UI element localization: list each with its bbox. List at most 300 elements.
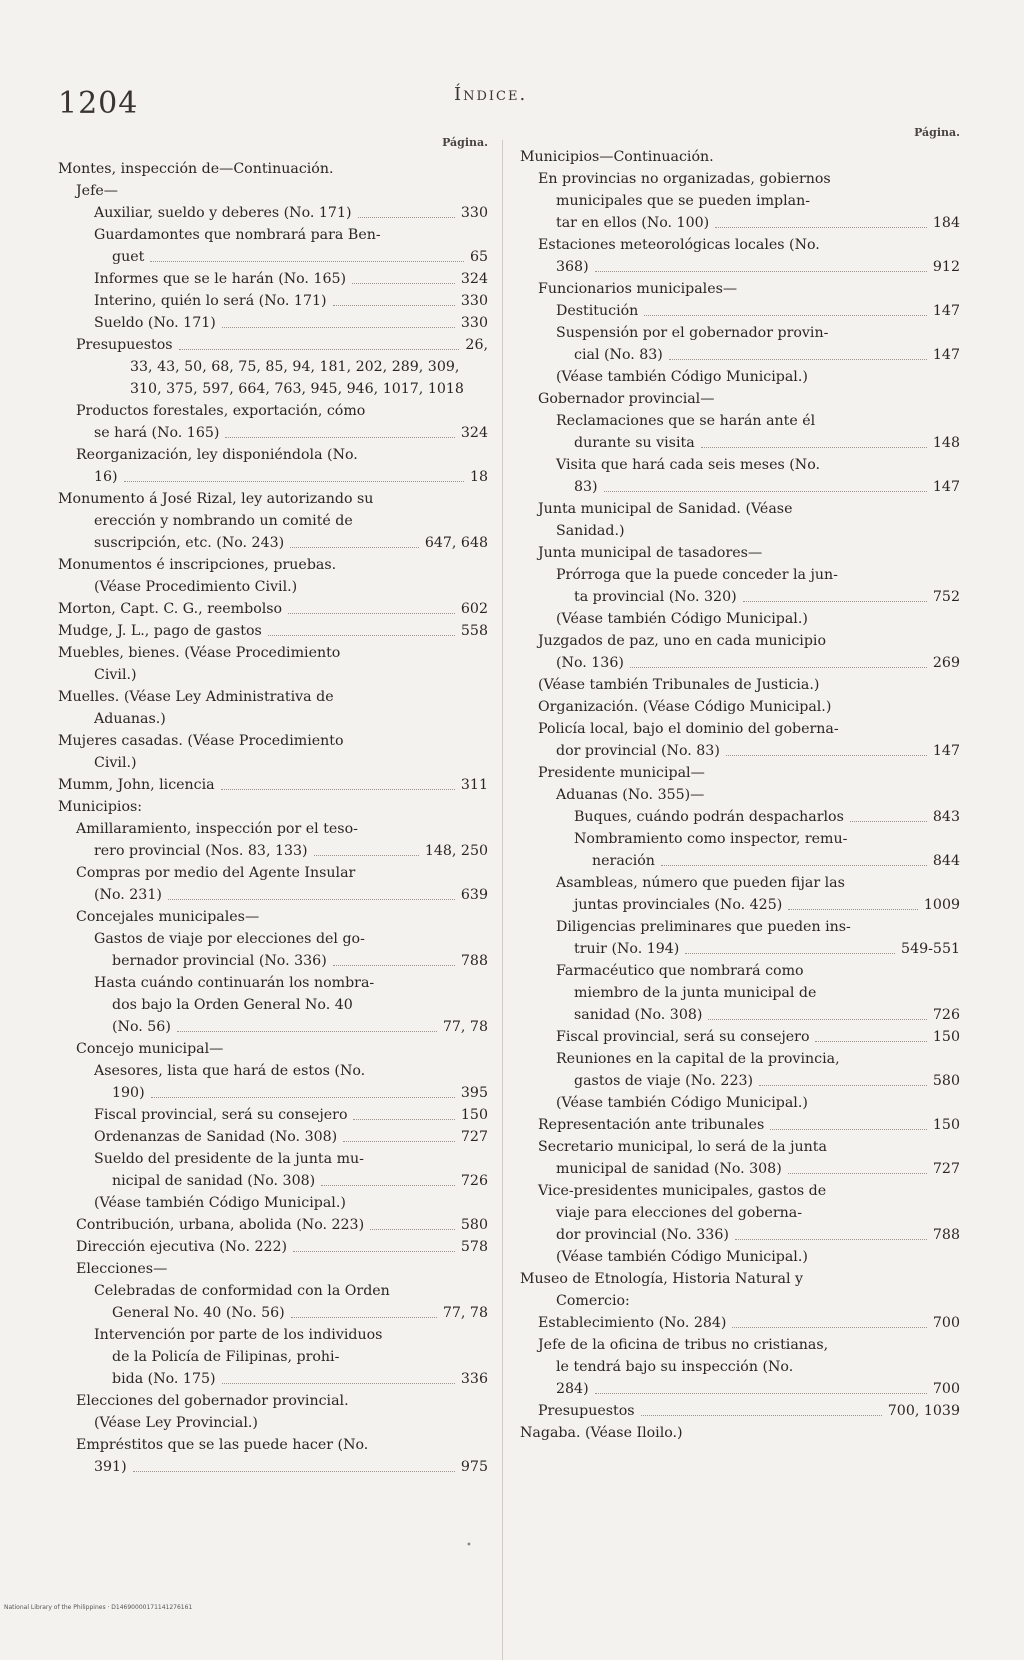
- dot-leader: [353, 1119, 454, 1120]
- dot-leader: [168, 899, 455, 900]
- index-entry-text: Prórroga que la puede conceder la jun-: [556, 567, 838, 583]
- dot-leader: [333, 305, 455, 306]
- index-entry-page: 788: [460, 953, 488, 969]
- index-entry-text: Aduanas (No. 355)—: [556, 787, 705, 803]
- dot-leader: [669, 359, 927, 360]
- index-entry-text: 190): [112, 1085, 145, 1101]
- index-entry-text: dor provincial (No. 83): [556, 743, 720, 759]
- index-entry-text: Funcionarios municipales—: [538, 281, 738, 297]
- index-entry: [520, 1312, 960, 1334]
- index-entry: [520, 938, 960, 960]
- index-entry-text: Fiscal provincial, será su consejero: [556, 1029, 810, 1045]
- dot-leader: [595, 271, 927, 272]
- index-entry: [58, 752, 488, 774]
- dot-leader: [630, 667, 927, 668]
- index-entry-page: 150: [932, 1117, 960, 1133]
- index-entry: [520, 1202, 960, 1224]
- index-entry: [520, 256, 960, 278]
- index-entry-page: 727: [460, 1129, 488, 1145]
- index-entry-text: erección y nombrando un comité de: [94, 513, 353, 529]
- index-entry-page: 147: [932, 479, 960, 495]
- index-entry: [58, 840, 488, 862]
- dot-leader: [222, 327, 455, 328]
- index-entry: [58, 466, 488, 488]
- index-entry-text: 33, 43, 50, 68, 75, 85, 94, 181, 202, 289, 309,: [130, 359, 460, 375]
- index-entry: [58, 884, 488, 906]
- index-entry: [58, 422, 488, 444]
- index-entry: [520, 300, 960, 322]
- index-entry: [520, 388, 960, 410]
- index-entry-page: 700: [932, 1381, 960, 1397]
- library-footer: National Library of the Philippines · D14690000171141276161: [4, 1604, 193, 1611]
- dot-leader: [743, 601, 927, 602]
- index-entry-page: 324: [460, 425, 488, 441]
- index-entry-page: 18: [469, 469, 488, 485]
- index-entry: [520, 432, 960, 454]
- index-entry: [520, 916, 960, 938]
- index-entry-page: 148, 250: [424, 843, 488, 859]
- index-entry: [58, 1192, 488, 1214]
- index-entry-text: Juzgados de paz, uno en cada municipio: [538, 633, 827, 649]
- index-entry: [520, 982, 960, 1004]
- index-entry-text: Civil.): [94, 667, 137, 683]
- index-entry-text: Sanidad.): [556, 523, 625, 539]
- index-entry: [58, 1324, 488, 1346]
- index-entry-page: 147: [932, 743, 960, 759]
- index-entry-page: 558: [460, 623, 488, 639]
- index-entry-text: dor provincial (No. 336): [556, 1227, 729, 1243]
- dot-leader: [124, 481, 464, 482]
- index-entry-text: (Véase también Código Municipal.): [556, 369, 808, 385]
- index-entry-text: Organización. (Véase Código Municipal.): [538, 699, 832, 715]
- index-entry-text: 310, 375, 597, 664, 763, 945, 946, 1017, 1018: [130, 381, 464, 397]
- page-column-header: Página.: [442, 136, 488, 149]
- index-entry-text: tar en ellos (No. 100): [556, 215, 710, 231]
- index-entry-text: municipales que se pueden implan-: [556, 193, 811, 209]
- index-entry: [58, 730, 488, 752]
- index-entry-text: Monumento á José Rizal, ley autorizando su: [58, 491, 374, 507]
- index-entry: [520, 1004, 960, 1026]
- index-entry: [520, 410, 960, 432]
- index-entry: [520, 1048, 960, 1070]
- index-entry: [58, 1082, 488, 1104]
- index-entry-text: Municipios—Continuación.: [520, 149, 714, 165]
- index-entry-text: Elecciones—: [76, 1261, 168, 1277]
- index-entry-text: (No. 56): [112, 1019, 171, 1035]
- index-entry-text: Buques, cuándo podrán despacharlos: [574, 809, 844, 825]
- index-entry-text: Policía local, bajo el dominio del goberna-: [538, 721, 839, 737]
- index-entry: [58, 1060, 488, 1082]
- index-entry-page: 147: [932, 303, 960, 319]
- index-entry-page: 26,: [465, 337, 488, 353]
- index-entry-text: Museo de Etnología, Historia Natural y: [520, 1271, 804, 1287]
- index-entry-text: Presidente municipal—: [538, 765, 705, 781]
- index-entry: [58, 1368, 488, 1390]
- index-entry-page: 578: [460, 1239, 488, 1255]
- index-entry: [58, 862, 488, 884]
- index-entry: [58, 246, 488, 268]
- running-head: Índice.: [454, 84, 528, 105]
- dot-leader: [225, 437, 454, 438]
- dot-leader: [788, 1173, 927, 1174]
- index-entry: [58, 312, 488, 334]
- index-entry-page: 912: [932, 259, 960, 275]
- index-entry: [520, 608, 960, 630]
- index-entry: [520, 806, 960, 828]
- index-entry-text: Mumm, John, licencia: [58, 777, 215, 793]
- index-entry-page: 843: [932, 809, 960, 825]
- index-entry: [58, 334, 488, 356]
- index-entry-text: General No. 40 (No. 56): [112, 1305, 285, 1321]
- dot-leader: [715, 227, 927, 228]
- index-entry-text: Presupuestos: [538, 1403, 635, 1419]
- index-entry-page: 395: [460, 1085, 488, 1101]
- index-entry: [520, 652, 960, 674]
- index-entry-page: 727: [932, 1161, 960, 1177]
- index-entry: [520, 520, 960, 542]
- index-entry-text: Asesores, lista que hará de estos (No.: [94, 1063, 366, 1079]
- index-entry-text: guet: [112, 249, 145, 265]
- index-entry: [58, 950, 488, 972]
- dot-leader: [133, 1471, 455, 1472]
- index-entry: [520, 1378, 960, 1400]
- index-entry-text: Sueldo (No. 171): [94, 315, 216, 331]
- index-entry: [58, 1214, 488, 1236]
- index-entry: [58, 664, 488, 686]
- index-entry: [58, 686, 488, 708]
- dot-leader: [701, 447, 927, 448]
- index-entry-text: gastos de viaje (No. 223): [574, 1073, 754, 1089]
- index-entry: [58, 488, 488, 510]
- dot-leader: [726, 755, 927, 756]
- index-entry-page: 726: [932, 1007, 960, 1023]
- index-entry: [58, 1038, 488, 1060]
- index-entry-text: Junta municipal de tasadores—: [538, 545, 763, 561]
- index-entry-page: 788: [932, 1227, 960, 1243]
- dot-leader: [333, 965, 455, 966]
- index-entry: [520, 498, 960, 520]
- dot-leader: [221, 789, 455, 790]
- index-entry-text: Estaciones meteorológicas locales (No.: [538, 237, 820, 253]
- index-entry: [520, 1224, 960, 1246]
- index-entry: [520, 168, 960, 190]
- index-entry-page: 844: [932, 853, 960, 869]
- index-entry-text: Diligencias preliminares que pueden ins-: [556, 919, 851, 935]
- index-entry: [58, 1258, 488, 1280]
- index-entry-text: 391): [94, 1459, 127, 1475]
- index-entry-text: (Véase Procedimiento Civil.): [94, 579, 298, 595]
- index-entry: [58, 796, 488, 818]
- index-entry: [58, 510, 488, 532]
- index-entry-text: se hará (No. 165): [94, 425, 220, 441]
- index-entry: [58, 1390, 488, 1412]
- index-entry: [58, 1148, 488, 1170]
- index-entry-text: Suspensión por el gobernador provin-: [556, 325, 829, 341]
- dot-leader: [788, 909, 918, 910]
- index-entry-text: Representación ante tribunales: [538, 1117, 765, 1133]
- index-entry: [58, 378, 488, 400]
- index-entry-text: cial (No. 83): [574, 347, 663, 363]
- index-entry: [520, 1114, 960, 1136]
- dot-leader: [293, 1251, 455, 1252]
- index-entry-text: Concejo municipal—: [76, 1041, 224, 1057]
- index-entry-text: (Véase también Código Municipal.): [556, 1249, 808, 1265]
- index-entry-text: Vice-presidentes municipales, gastos de: [538, 1183, 827, 1199]
- dot-leader: [358, 217, 455, 218]
- index-entry: [520, 696, 960, 718]
- page-column-header: Página.: [914, 126, 960, 139]
- index-entry-text: neración: [592, 853, 655, 869]
- index-entry: [58, 708, 488, 730]
- index-entry: [58, 1236, 488, 1258]
- index-entry-text: Ordenanzas de Sanidad (No. 308): [94, 1129, 338, 1145]
- index-entry-text: Gobernador provincial—: [538, 391, 715, 407]
- index-entry-text: 16): [94, 469, 118, 485]
- index-entry-text: truir (No. 194): [574, 941, 680, 957]
- index-entry-text: (Véase también Código Municipal.): [556, 611, 808, 627]
- dot-leader: [314, 855, 419, 856]
- dot-leader: [370, 1229, 455, 1230]
- dot-leader: [288, 613, 455, 614]
- index-entry-text: Interino, quién lo será (No. 171): [94, 293, 327, 309]
- index-entry-text: (Véase Ley Provincial.): [94, 1415, 258, 1431]
- index-entry-text: 284): [556, 1381, 589, 1397]
- index-entry-page: 269: [932, 655, 960, 671]
- dot-leader: [815, 1041, 926, 1042]
- index-entry: [520, 850, 960, 872]
- index-entry: [58, 1280, 488, 1302]
- index-entry-page: 700: [932, 1315, 960, 1331]
- index-entry: [520, 1158, 960, 1180]
- index-entry: [58, 268, 488, 290]
- index-entry-text: Mujeres casadas. (Véase Procedimiento: [58, 733, 344, 749]
- index-entries-right: [520, 146, 960, 1444]
- dot-leader: [352, 283, 455, 284]
- dot-leader: [343, 1141, 455, 1142]
- index-entry: [520, 740, 960, 762]
- index-entry-text: Jefe—: [76, 183, 118, 199]
- index-entry: [520, 564, 960, 586]
- index-entry-page: 184: [932, 215, 960, 231]
- index-entry-text: Nombramiento como inspector, remu-: [574, 831, 848, 847]
- index-entries-left: [58, 158, 488, 1478]
- index-entry: [58, 1434, 488, 1456]
- index-entry: [58, 554, 488, 576]
- dot-leader: [759, 1085, 927, 1086]
- index-entry-page: 147: [932, 347, 960, 363]
- index-entry: [58, 774, 488, 796]
- index-entry-text: Concejales municipales—: [76, 909, 260, 925]
- index-entry-text: nicipal de sanidad (No. 308): [112, 1173, 316, 1189]
- index-entry: [520, 1268, 960, 1290]
- index-entry: [58, 906, 488, 928]
- index-entry: [58, 972, 488, 994]
- index-entry-text: Dirección ejecutiva (No. 222): [76, 1239, 288, 1255]
- index-entry-text: Sueldo del presidente de la junta mu-: [94, 1151, 364, 1167]
- dot-leader: [151, 1097, 455, 1098]
- index-entry: [58, 1016, 488, 1038]
- dot-leader: [661, 865, 927, 866]
- index-entry-text: Empréstitos que se las puede hacer (No.: [76, 1437, 369, 1453]
- index-entry-text: Secretario municipal, lo será de la junta: [538, 1139, 827, 1155]
- index-entry-text: Contribución, urbana, abolida (No. 223): [76, 1217, 365, 1233]
- dot-leader: [150, 261, 464, 262]
- index-entry: [520, 894, 960, 916]
- index-entry-text: Amillaramiento, inspección por el teso-: [76, 821, 358, 837]
- index-entry: [520, 1092, 960, 1114]
- index-entry-text: Establecimiento (No. 284): [538, 1315, 727, 1331]
- index-entry-text: Productos forestales, exportación, cómo: [76, 403, 366, 419]
- index-entry-text: Reorganización, ley disponiéndola (No.: [76, 447, 358, 463]
- index-entry-text: Reclamaciones que se harán ante él: [556, 413, 816, 429]
- index-entry-text: Hasta cuándo continuarán los nombra-: [94, 975, 375, 991]
- index-entry-page: 580: [460, 1217, 488, 1233]
- index-entry: [520, 1180, 960, 1202]
- index-entry-text: ta provincial (No. 320): [574, 589, 737, 605]
- index-entry: [520, 872, 960, 894]
- index-entry-text: Muelles. (Véase Ley Administrativa de: [58, 689, 334, 705]
- index-entry-text: Informes que se le harán (No. 165): [94, 271, 347, 287]
- index-entry: [520, 1422, 960, 1444]
- index-entry: [520, 344, 960, 366]
- index-entry-text: Muebles, bienes. (Véase Procedimiento: [58, 645, 341, 661]
- index-entry-text: Junta municipal de Sanidad. (Véase: [538, 501, 793, 517]
- index-entry-page: 150: [460, 1107, 488, 1123]
- index-entry-page: 150: [932, 1029, 960, 1045]
- index-entry: [520, 476, 960, 498]
- dot-leader: [290, 547, 419, 548]
- index-entry: [520, 1136, 960, 1158]
- index-entry-text: Farmacéutico que nombrará como: [556, 963, 804, 979]
- dot-leader: [685, 953, 895, 954]
- index-entry: [58, 642, 488, 664]
- index-entry: [520, 1400, 960, 1422]
- index-entry-text: le tendrá bajo su inspección (No.: [556, 1359, 794, 1375]
- index-entry: [58, 532, 488, 554]
- index-entry-text: Fiscal provincial, será su consejero: [94, 1107, 348, 1123]
- index-entry-text: suscripción, etc. (No. 243): [94, 535, 285, 551]
- index-entry-page: 330: [460, 315, 488, 331]
- index-entry-page: 700, 1039: [887, 1403, 960, 1419]
- index-entry: [520, 1246, 960, 1268]
- index-entry: [520, 190, 960, 212]
- index-entry-page: 330: [460, 205, 488, 221]
- index-entry: [520, 1356, 960, 1378]
- index-entry: [58, 620, 488, 642]
- dot-leader: [291, 1317, 437, 1318]
- index-entry: [520, 1290, 960, 1312]
- index-entry-page: 639: [460, 887, 488, 903]
- index-entry: [520, 762, 960, 784]
- index-entry-page: 77, 78: [442, 1305, 488, 1321]
- index-entry-text: durante su visita: [574, 435, 695, 451]
- index-entry-text: miembro de la junta municipal de: [574, 985, 817, 1001]
- index-entry: [58, 400, 488, 422]
- dot-leader: [268, 635, 455, 636]
- index-entry: [58, 224, 488, 246]
- dot-leader: [179, 349, 460, 350]
- dot-leader: [735, 1239, 927, 1240]
- index-entry: [520, 234, 960, 256]
- dot-leader: [595, 1393, 927, 1394]
- index-entry-text: Auxiliar, sueldo y deberes (No. 171): [94, 205, 352, 221]
- index-entry: [58, 1170, 488, 1192]
- index-entry-page: 330: [460, 293, 488, 309]
- index-entry-text: Gastos de viaje por elecciones del go-: [94, 931, 365, 947]
- index-entry-text: municipal de sanidad (No. 308): [556, 1161, 782, 1177]
- dot-leader: [641, 1415, 882, 1416]
- index-entry-text: Municipios:: [58, 799, 143, 815]
- index-entry-text: Elecciones del gobernador provincial.: [76, 1393, 349, 1409]
- index-entry-page: 752: [932, 589, 960, 605]
- index-entry: [58, 290, 488, 312]
- dot-leader: [732, 1327, 926, 1328]
- index-entry: [520, 146, 960, 168]
- index-entry: [520, 674, 960, 696]
- index-entry: [520, 454, 960, 476]
- index-entry: [58, 928, 488, 950]
- index-entry: [520, 542, 960, 564]
- index-entry-text: bernador provincial (No. 336): [112, 953, 327, 969]
- index-entry-text: de la Policía de Filipinas, prohi-: [112, 1349, 340, 1365]
- index-entry: [520, 630, 960, 652]
- index-entry-text: Asambleas, número que pueden fijar las: [556, 875, 845, 891]
- index-entry: [58, 1302, 488, 1324]
- index-entry-text: En provincias no organizadas, gobiernos: [538, 171, 831, 187]
- dot-leader: [850, 821, 927, 822]
- index-entry: [520, 828, 960, 850]
- index-entry-text: (Véase también Tribunales de Justicia.): [538, 677, 820, 693]
- index-entry-page: 336: [460, 1371, 488, 1387]
- index-entry: [58, 1104, 488, 1126]
- index-entry-text: Morton, Capt. C. G., reembolso: [58, 601, 283, 617]
- index-entry-text: viaje para elecciones del goberna-: [556, 1205, 803, 1221]
- index-entry: [58, 158, 488, 180]
- index-entry: [58, 202, 488, 224]
- dot-leader: [644, 315, 927, 316]
- index-entry: [58, 598, 488, 620]
- index-entry: [58, 576, 488, 598]
- index-entry: [520, 212, 960, 234]
- index-entry: [520, 322, 960, 344]
- index-entry: [520, 278, 960, 300]
- index-entry-text: sanidad (No. 308): [574, 1007, 703, 1023]
- index-entry-page: 549-551: [901, 941, 960, 957]
- index-entry-page: 975: [460, 1459, 488, 1475]
- index-entry-text: (No. 136): [556, 655, 624, 671]
- index-entry-page: 311: [460, 777, 488, 793]
- index-entry-page: 580: [932, 1073, 960, 1089]
- index-entry-page: 602: [460, 601, 488, 617]
- index-entry: [58, 994, 488, 1016]
- index-entry-text: Montes, inspección de—Continuación.: [58, 161, 334, 177]
- index-entry-text: bida (No. 175): [112, 1371, 216, 1387]
- index-entry-text: 83): [574, 479, 598, 495]
- index-entry: [520, 586, 960, 608]
- dot-leader: [604, 491, 927, 492]
- index-entry-text: Presupuestos: [76, 337, 173, 353]
- index-entry-text: Destitución: [556, 303, 639, 319]
- index-entry-text: Monumentos é inscripciones, pruebas.: [58, 557, 337, 573]
- page-mark: •: [466, 1540, 472, 1551]
- index-entry: [58, 1346, 488, 1368]
- dot-leader: [708, 1019, 926, 1020]
- index-entry-text: Nagaba. (Véase Iloilo.): [520, 1425, 683, 1441]
- index-entry: [520, 784, 960, 806]
- index-entry-text: Jefe de la oficina de tribus no cristianas,: [538, 1337, 829, 1353]
- dot-leader: [177, 1031, 437, 1032]
- index-entry-page: 324: [460, 271, 488, 287]
